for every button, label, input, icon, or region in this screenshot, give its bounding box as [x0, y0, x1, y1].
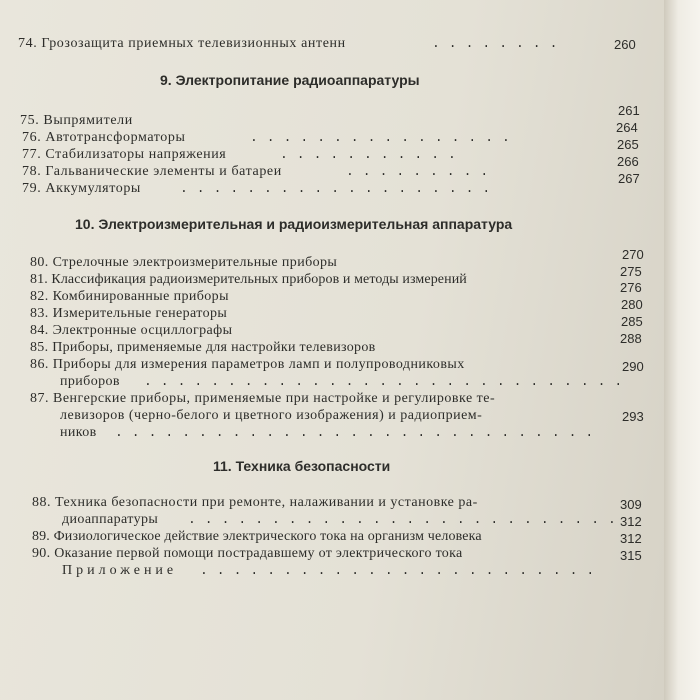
toc-entry-title: 77. Стабилизаторы напряжения	[22, 147, 227, 162]
toc-dot-leader: ...................	[180, 181, 500, 196]
toc-entry-title: 87. Венгерские приборы, применяемые при настройке и регулировке те-	[30, 391, 496, 406]
toc-page-number: 312	[620, 514, 642, 529]
toc-entry-title: 80. Стрелочные электроизмерительные приборы	[30, 255, 338, 270]
toc-entry-title: 89. Физиологическое действие электрического тока на организм человека	[32, 529, 482, 544]
toc-dot-leader: .............................	[115, 425, 603, 440]
toc-dot-leader: ...........	[280, 147, 465, 162]
toc-page-number: 285	[621, 314, 643, 329]
toc-page-number: 261	[618, 103, 640, 118]
toc-page-number: 312	[620, 531, 642, 546]
toc-entry-title: диоаппаратуры	[62, 512, 159, 527]
section-heading-9: 9. Электропитание радиоаппаратуры	[160, 72, 420, 88]
toc-entry-title: 88. Техника безопасности при ремонте, налаживании и установке ра-	[32, 495, 478, 510]
toc-entry-title: 75. Выпрямители	[20, 113, 133, 128]
toc-entry-title: 85. Приборы, применяемые для настройки телевизоров	[30, 340, 376, 355]
section-heading-10: 10. Электроизмерительная и радиоизмерительная аппаратура	[75, 216, 513, 232]
toc-page-number: 270	[622, 247, 644, 262]
toc-entry-title: 84. Электронные осциллографы	[30, 323, 233, 338]
toc-page-number: 309	[620, 497, 642, 512]
toc-page-number: 275	[620, 264, 642, 279]
toc-dot-leader: ................	[250, 130, 519, 145]
toc-entry-title: 81. Классификация радиоизмерительных приборов и методы измерений	[30, 272, 467, 287]
page-edge-background	[664, 0, 700, 700]
toc-dot-leader: .........	[346, 164, 498, 179]
toc-page-number: 267	[618, 171, 640, 186]
toc-page-number: 315	[620, 548, 642, 563]
toc-dot-leader: ........	[432, 36, 567, 51]
toc-page-number: 288	[620, 331, 642, 346]
toc-entry-title: ников	[60, 425, 97, 440]
toc-page-number: 260	[614, 37, 636, 52]
toc-page-number: 276	[620, 280, 642, 295]
toc-page-number: 293	[622, 409, 644, 424]
toc-page-number: 265	[617, 137, 639, 152]
toc-entry-title: 78. Гальванические элементы и батареи	[22, 164, 282, 179]
toc-page-number: 280	[621, 297, 643, 312]
toc-dot-leader: .............................	[144, 374, 632, 389]
toc-dot-leader: ........................	[200, 563, 604, 578]
section-heading-11: 11. Техника безопасности	[213, 458, 391, 474]
toc-entry-title: приборов	[60, 374, 120, 389]
toc-entry-title: 79. Аккумуляторы	[22, 181, 141, 196]
toc-entry-title: 83. Измерительные генераторы	[30, 306, 228, 321]
toc-entry-title: левизоров (черно-белого и цветного изображения) и радиоприем-	[60, 408, 483, 423]
toc-page-number: 266	[617, 154, 639, 169]
toc-dot-leader: ..........................	[188, 512, 625, 527]
toc-entry-title: 76. Автотрансформаторы	[22, 130, 186, 145]
toc-page-number: 290	[622, 359, 644, 374]
toc-entry-title: 74. Грозозащита приемных телевизионных антенн	[18, 36, 346, 51]
toc-entry-title: 90. Оказание первой помощи пострадавшему от электрического тока	[32, 546, 463, 561]
toc-entry-title: 82. Комбинированные приборы	[30, 289, 229, 304]
toc-page-number: 264	[616, 120, 638, 135]
toc-entry-title: 86. Приборы для измерения параметров ламп и полупроводниковых	[30, 357, 465, 372]
toc-entry-title: Приложение	[62, 563, 178, 578]
